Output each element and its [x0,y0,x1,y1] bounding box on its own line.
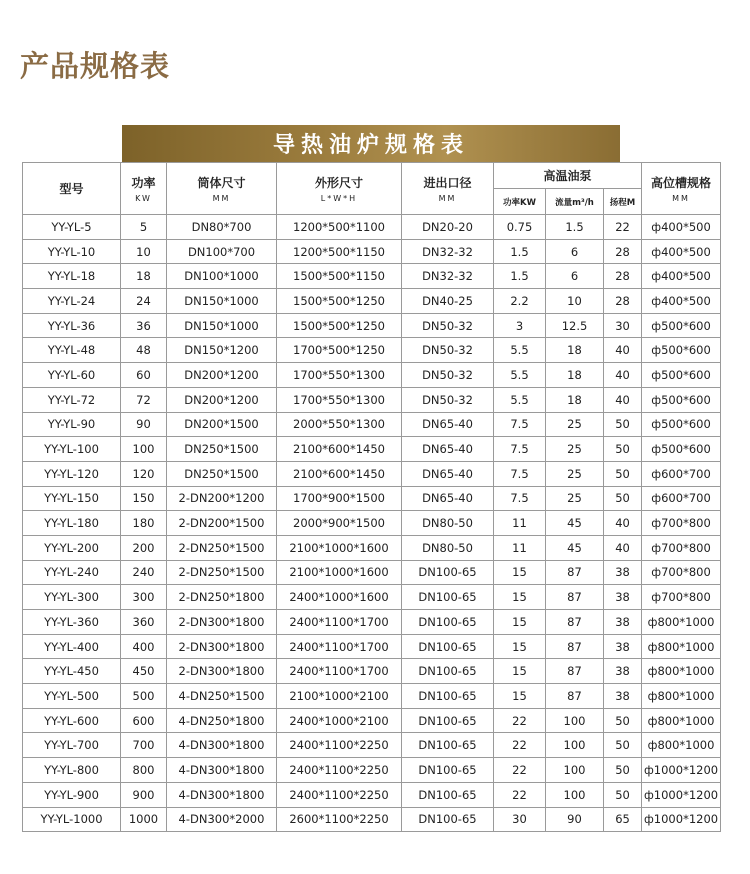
table-row [23,387,721,412]
cell-pump-power: 22 [494,782,546,807]
header-power: 功率 KW [121,163,167,215]
cell-pump-head: 50 [604,486,642,511]
cell-pump-power: 15 [494,610,546,635]
cell-cylinder-size: DN250*1500 [167,461,277,486]
cell-pump-flow: 45 [546,535,604,560]
cell-model: YY-YL-800 [23,758,121,783]
cell-model: YY-YL-500 [23,684,121,709]
cell-cylinder-size: 2-DN250*1500 [167,560,277,585]
cell-tank-spec: ф600*700 [642,486,721,511]
cell-tank-spec: ф500*600 [642,437,721,462]
cell-tank-spec: ф700*800 [642,511,721,536]
table-row [23,782,721,807]
cell-model: YY-YL-10 [23,239,121,264]
cell-power: 120 [121,461,167,486]
cell-tank-spec: ф500*600 [642,363,721,388]
cell-outline-size: 2100*1000*1600 [277,535,402,560]
cell-tank-spec: ф500*600 [642,412,721,437]
cell-pump-flow: 25 [546,461,604,486]
cell-model: YY-YL-700 [23,733,121,758]
cell-pump-power: 1.5 [494,239,546,264]
table-row [23,733,721,758]
table-row [23,486,721,511]
cell-model: YY-YL-450 [23,659,121,684]
cell-pump-head: 38 [604,634,642,659]
cell-model: YY-YL-360 [23,610,121,635]
cell-pump-flow: 100 [546,733,604,758]
cell-power: 600 [121,708,167,733]
cell-model: YY-YL-36 [23,313,121,338]
cell-tank-spec: ф800*1000 [642,610,721,635]
cell-pump-head: 50 [604,412,642,437]
cell-power: 72 [121,387,167,412]
cell-pump-head: 50 [604,461,642,486]
table-row [23,560,721,585]
cell-pump-power: 15 [494,585,546,610]
cell-model: YY-YL-180 [23,511,121,536]
cell-cylinder-size: DN80*700 [167,215,277,240]
cell-model: YY-YL-240 [23,560,121,585]
cell-power: 500 [121,684,167,709]
cell-tank-spec: ф400*500 [642,289,721,314]
cell-port-diameter: DN50-32 [402,313,494,338]
table-row [23,437,721,462]
cell-cylinder-size: DN250*1500 [167,437,277,462]
cell-model: YY-YL-72 [23,387,121,412]
cell-tank-spec: ф400*500 [642,215,721,240]
cell-pump-head: 30 [604,313,642,338]
header-oil-pump: 高温油泵 [494,163,642,189]
cell-pump-power: 22 [494,733,546,758]
cell-outline-size: 1500*500*1250 [277,313,402,338]
cell-outline-size: 2400*1000*1600 [277,585,402,610]
cell-power: 18 [121,264,167,289]
table-title: 导热油炉规格表 [272,133,469,158]
cell-outline-size: 2000*900*1500 [277,511,402,536]
cell-pump-head: 38 [604,659,642,684]
cell-power: 48 [121,338,167,363]
table-row [23,412,721,437]
cell-pump-flow: 45 [546,511,604,536]
cell-model: YY-YL-1000 [23,807,121,832]
cell-model: YY-YL-150 [23,486,121,511]
cell-cylinder-size: 2-DN300*1800 [167,634,277,659]
cell-pump-flow: 18 [546,338,604,363]
cell-pump-flow: 100 [546,782,604,807]
cell-power: 1000 [121,807,167,832]
cell-port-diameter: DN50-32 [402,387,494,412]
cell-port-diameter: DN32-32 [402,239,494,264]
cell-port-diameter: DN65-40 [402,437,494,462]
cell-tank-spec: ф500*600 [642,338,721,363]
cell-model: YY-YL-600 [23,708,121,733]
cell-pump-head: 50 [604,758,642,783]
cell-pump-head: 28 [604,239,642,264]
cell-pump-flow: 87 [546,560,604,585]
cell-power: 100 [121,437,167,462]
spec-table [22,162,721,832]
cell-model: YY-YL-900 [23,782,121,807]
cell-pump-head: 50 [604,708,642,733]
cell-port-diameter: DN100-65 [402,807,494,832]
cell-pump-power: 5.5 [494,387,546,412]
cell-model: YY-YL-300 [23,585,121,610]
cell-tank-spec: ф500*600 [642,313,721,338]
cell-tank-spec: ф800*1000 [642,659,721,684]
table-row [23,585,721,610]
cell-outline-size: 2400*1100*2250 [277,782,402,807]
cell-port-diameter: DN40-25 [402,289,494,314]
cell-pump-power: 2.2 [494,289,546,314]
cell-cylinder-size: 2-DN250*1800 [167,585,277,610]
cell-port-diameter: DN65-40 [402,486,494,511]
header-port-diameter: 进出口径 MM [402,163,494,215]
cell-cylinder-size: DN100*1000 [167,264,277,289]
cell-outline-size: 1500*500*1250 [277,289,402,314]
cell-tank-spec: ф400*500 [642,239,721,264]
cell-model: YY-YL-200 [23,535,121,560]
cell-cylinder-size: 4-DN250*1500 [167,684,277,709]
cell-outline-size: 2400*1000*2100 [277,708,402,733]
cell-pump-head: 50 [604,782,642,807]
cell-pump-power: 15 [494,684,546,709]
table-row [23,215,721,240]
header-model: 型号 [23,163,121,215]
cell-pump-head: 50 [604,733,642,758]
cell-tank-spec: ф800*1000 [642,733,721,758]
cell-cylinder-size: 4-DN300*1800 [167,758,277,783]
cell-outline-size: 1700*500*1250 [277,338,402,363]
table-row [23,807,721,832]
cell-tank-spec: ф700*800 [642,535,721,560]
cell-port-diameter: DN100-65 [402,659,494,684]
cell-cylinder-size: DN150*1000 [167,313,277,338]
cell-pump-head: 28 [604,289,642,314]
cell-power: 200 [121,535,167,560]
cell-tank-spec: ф1000*1200 [642,807,721,832]
table-row [23,338,721,363]
cell-port-diameter: DN50-32 [402,338,494,363]
table-row [23,634,721,659]
cell-tank-spec: ф1000*1200 [642,782,721,807]
cell-power: 10 [121,239,167,264]
cell-outline-size: 2400*1100*1700 [277,610,402,635]
cell-pump-flow: 90 [546,807,604,832]
cell-power: 60 [121,363,167,388]
cell-pump-power: 5.5 [494,363,546,388]
cell-tank-spec: ф700*800 [642,560,721,585]
cell-outline-size: 2100*1000*1600 [277,560,402,585]
cell-outline-size: 2400*1100*1700 [277,659,402,684]
table-header [23,163,721,215]
cell-port-diameter: DN100-65 [402,610,494,635]
cell-pump-flow: 25 [546,486,604,511]
cell-pump-power: 1.5 [494,264,546,289]
cell-power: 360 [121,610,167,635]
cell-power: 90 [121,412,167,437]
table-row [23,684,721,709]
cell-pump-head: 50 [604,437,642,462]
cell-outline-size: 1200*500*1150 [277,239,402,264]
cell-outline-size: 2600*1100*2250 [277,807,402,832]
cell-tank-spec: ф700*800 [642,585,721,610]
cell-pump-flow: 6 [546,264,604,289]
cell-pump-power: 3 [494,313,546,338]
cell-power: 300 [121,585,167,610]
cell-pump-head: 38 [604,585,642,610]
cell-port-diameter: DN80-50 [402,535,494,560]
cell-pump-head: 28 [604,264,642,289]
header-pump-flow: 流量m³/h [546,189,604,215]
cell-port-diameter: DN100-65 [402,733,494,758]
cell-power: 800 [121,758,167,783]
cell-outline-size: 1700*900*1500 [277,486,402,511]
cell-model: YY-YL-24 [23,289,121,314]
cell-pump-flow: 87 [546,659,604,684]
cell-cylinder-size: DN150*1000 [167,289,277,314]
cell-model: YY-YL-100 [23,437,121,462]
page-title: 产品规格表 [20,49,171,83]
cell-outline-size: 1700*550*1300 [277,387,402,412]
cell-pump-flow: 12.5 [546,313,604,338]
cell-outline-size: 1500*500*1150 [277,264,402,289]
cell-pump-power: 7.5 [494,437,546,462]
cell-pump-head: 40 [604,535,642,560]
cell-cylinder-size: DN150*1200 [167,338,277,363]
cell-model: YY-YL-90 [23,412,121,437]
cell-pump-power: 22 [494,708,546,733]
cell-port-diameter: DN32-32 [402,264,494,289]
cell-cylinder-size: DN200*1200 [167,363,277,388]
cell-cylinder-size: 2-DN250*1500 [167,535,277,560]
cell-pump-head: 38 [604,684,642,709]
cell-cylinder-size: 4-DN300*2000 [167,807,277,832]
table-row [23,659,721,684]
cell-pump-head: 40 [604,387,642,412]
cell-outline-size: 1700*550*1300 [277,363,402,388]
cell-cylinder-size: 2-DN200*1500 [167,511,277,536]
cell-model: YY-YL-400 [23,634,121,659]
cell-port-diameter: DN20-20 [402,215,494,240]
cell-cylinder-size: 4-DN250*1800 [167,708,277,733]
cell-pump-flow: 6 [546,239,604,264]
cell-outline-size: 2100*1000*2100 [277,684,402,709]
cell-power: 400 [121,634,167,659]
cell-power: 24 [121,289,167,314]
cell-model: YY-YL-48 [23,338,121,363]
cell-pump-power: 7.5 [494,461,546,486]
cell-pump-flow: 1.5 [546,215,604,240]
cell-cylinder-size: DN100*700 [167,239,277,264]
cell-tank-spec: ф1000*1200 [642,758,721,783]
cell-port-diameter: DN100-65 [402,782,494,807]
cell-port-diameter: DN100-65 [402,684,494,709]
cell-power: 150 [121,486,167,511]
cell-cylinder-size: 2-DN200*1200 [167,486,277,511]
cell-port-diameter: DN80-50 [402,511,494,536]
cell-pump-flow: 87 [546,610,604,635]
cell-tank-spec: ф800*1000 [642,634,721,659]
cell-pump-flow: 25 [546,412,604,437]
cell-outline-size: 2100*600*1450 [277,437,402,462]
cell-model: YY-YL-5 [23,215,121,240]
cell-tank-spec: ф400*500 [642,264,721,289]
cell-tank-spec: ф800*1000 [642,684,721,709]
table-row [23,610,721,635]
cell-outline-size: 1200*500*1100 [277,215,402,240]
table-row [23,289,721,314]
cell-pump-power: 15 [494,634,546,659]
cell-pump-head: 40 [604,338,642,363]
cell-cylinder-size: 2-DN300*1800 [167,659,277,684]
table-row [23,511,721,536]
cell-port-diameter: DN65-40 [402,461,494,486]
cell-pump-head: 65 [604,807,642,832]
cell-pump-power: 15 [494,560,546,585]
cell-cylinder-size: DN200*1200 [167,387,277,412]
table-body [23,215,721,832]
cell-pump-flow: 87 [546,684,604,709]
cell-pump-head: 38 [604,610,642,635]
cell-pump-flow: 87 [546,585,604,610]
header-cylinder-size: 筒体尺寸 MM [167,163,277,215]
table-row [23,264,721,289]
cell-pump-head: 22 [604,215,642,240]
cell-tank-spec: ф500*600 [642,387,721,412]
cell-outline-size: 2100*600*1450 [277,461,402,486]
table-row [23,535,721,560]
cell-pump-power: 30 [494,807,546,832]
cell-outline-size: 2400*1100*2250 [277,733,402,758]
cell-pump-power: 15 [494,659,546,684]
cell-cylinder-size: 2-DN300*1800 [167,610,277,635]
cell-pump-power: 5.5 [494,338,546,363]
cell-pump-flow: 87 [546,634,604,659]
cell-power: 450 [121,659,167,684]
cell-pump-power: 22 [494,758,546,783]
cell-port-diameter: DN100-65 [402,585,494,610]
cell-pump-power: 0.75 [494,215,546,240]
cell-outline-size: 2000*550*1300 [277,412,402,437]
cell-port-diameter: DN50-32 [402,363,494,388]
cell-pump-power: 11 [494,511,546,536]
cell-model: YY-YL-60 [23,363,121,388]
table-row [23,313,721,338]
table-row [23,239,721,264]
cell-power: 900 [121,782,167,807]
cell-power: 180 [121,511,167,536]
cell-pump-flow: 100 [546,758,604,783]
table-row [23,363,721,388]
cell-pump-flow: 10 [546,289,604,314]
cell-pump-power: 7.5 [494,412,546,437]
cell-pump-head: 38 [604,560,642,585]
cell-cylinder-size: DN200*1500 [167,412,277,437]
cell-pump-power: 11 [494,535,546,560]
cell-model: YY-YL-120 [23,461,121,486]
cell-tank-spec: ф800*1000 [642,708,721,733]
cell-pump-head: 40 [604,363,642,388]
table-row [23,461,721,486]
cell-port-diameter: DN100-65 [402,560,494,585]
header-outline-size: 外形尺寸 L*W*H [277,163,402,215]
cell-model: YY-YL-18 [23,264,121,289]
cell-power: 5 [121,215,167,240]
cell-pump-power: 7.5 [494,486,546,511]
table-row [23,758,721,783]
cell-power: 700 [121,733,167,758]
cell-cylinder-size: 4-DN300*1800 [167,733,277,758]
cell-cylinder-size: 4-DN300*1800 [167,782,277,807]
cell-power: 36 [121,313,167,338]
cell-port-diameter: DN100-65 [402,708,494,733]
cell-outline-size: 2400*1100*2250 [277,758,402,783]
header-pump-head: 扬程M [604,189,642,215]
table-row [23,708,721,733]
cell-outline-size: 2400*1100*1700 [277,634,402,659]
cell-tank-spec: ф600*700 [642,461,721,486]
cell-power: 240 [121,560,167,585]
cell-pump-flow: 100 [546,708,604,733]
cell-pump-flow: 18 [546,363,604,388]
header-pump-power: 功率KW [494,189,546,215]
cell-port-diameter: DN100-65 [402,634,494,659]
cell-port-diameter: DN100-65 [402,758,494,783]
cell-pump-flow: 18 [546,387,604,412]
cell-pump-head: 40 [604,511,642,536]
table-title-banner [122,125,620,162]
header-tank-spec: 高位槽规格 MM [642,163,721,215]
cell-pump-flow: 25 [546,437,604,462]
cell-port-diameter: DN65-40 [402,412,494,437]
